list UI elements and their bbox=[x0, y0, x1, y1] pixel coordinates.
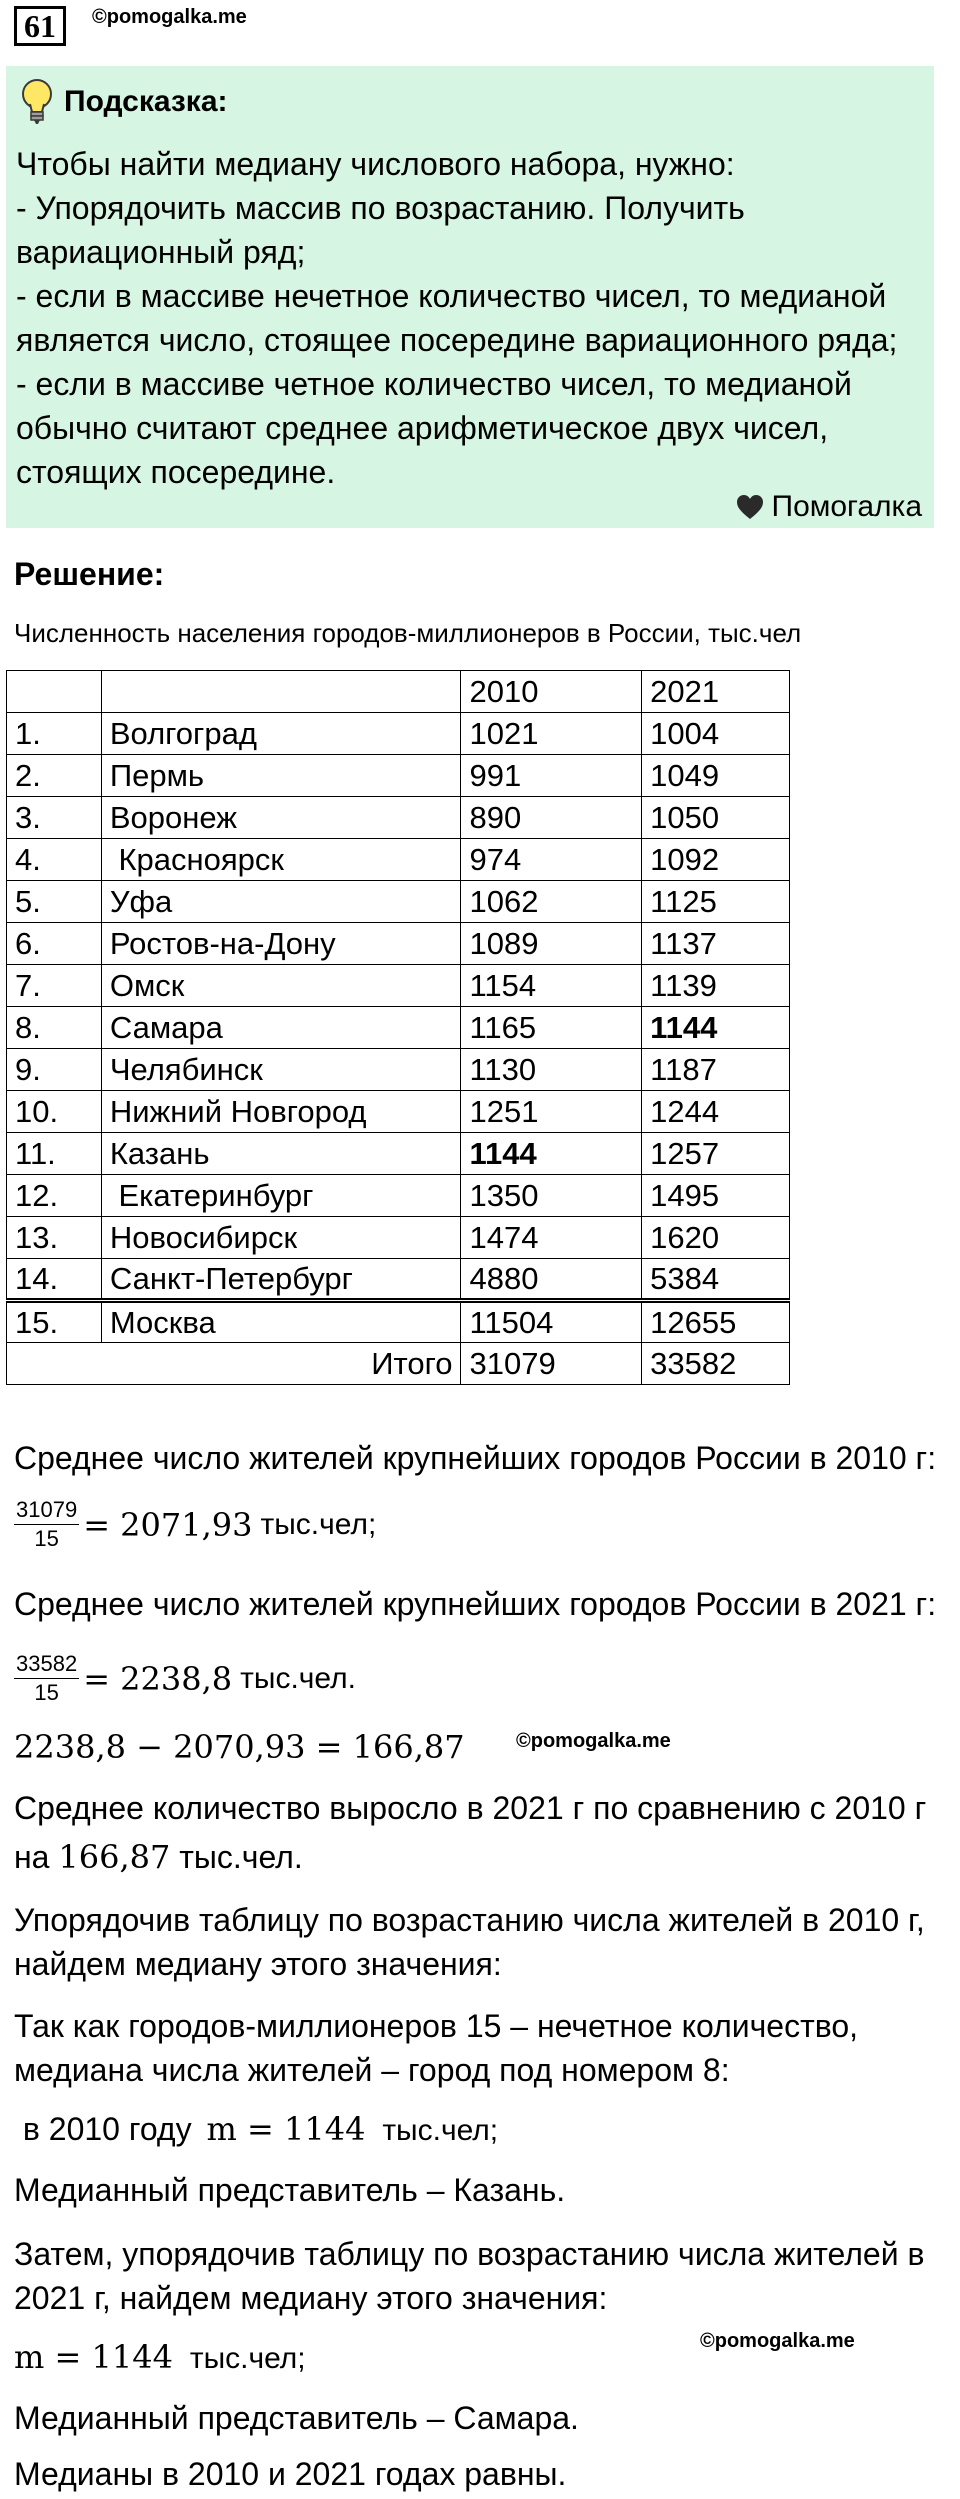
avg-2021-label: Среднее число жителей крупнейших городов России в 2021 г: bbox=[14, 1586, 937, 1622]
city-name: Красноярск bbox=[101, 839, 461, 881]
growth-value: 166,87 bbox=[58, 1838, 171, 1876]
fraction-2021 bbox=[14, 1650, 79, 1707]
hint-title bbox=[20, 74, 228, 130]
row-number: 10. bbox=[7, 1091, 102, 1133]
value-2021: 1257 bbox=[642, 1133, 790, 1175]
fraction-2010 bbox=[14, 1496, 79, 1553]
result: = 2071,93 bbox=[83, 1505, 253, 1544]
total-label: Итого bbox=[7, 1343, 461, 1385]
table-row bbox=[7, 881, 790, 923]
table-row bbox=[7, 965, 790, 1007]
median-2010-formula: m = 1144 bbox=[206, 2110, 366, 2148]
value-2021: 1092 bbox=[642, 839, 790, 881]
row-number: 14. bbox=[7, 1259, 102, 1301]
table-row bbox=[7, 1133, 790, 1175]
value-2010: 1089 bbox=[461, 923, 642, 965]
order-2021-text: Затем, упорядочив таблицу по возрастанию числа жителей в 2021 г, найдем медиану этого значения: bbox=[14, 2236, 925, 2316]
table-header-row bbox=[7, 671, 790, 713]
value-2010: 11504 bbox=[461, 1301, 642, 1343]
value-2021: 1137 bbox=[642, 923, 790, 965]
total-2021: 33582 bbox=[642, 1343, 790, 1385]
table-row bbox=[7, 1007, 790, 1049]
table-row bbox=[7, 1301, 790, 1343]
header-cell bbox=[7, 671, 102, 713]
unit: тыс.чел. bbox=[240, 1661, 356, 1695]
row-number: 2. bbox=[7, 755, 102, 797]
numerator: 33582 bbox=[14, 1650, 79, 1679]
city-name: Волгоград bbox=[101, 713, 461, 755]
value-2021: 1049 bbox=[642, 755, 790, 797]
table-row bbox=[7, 1259, 790, 1301]
avg-2010-label: Среднее число жителей крупнейших городов России в 2010 г: bbox=[14, 1440, 937, 1476]
table-row bbox=[7, 1049, 790, 1091]
city-name: Москва bbox=[101, 1301, 461, 1343]
task-number: 61 bbox=[14, 6, 66, 46]
rep-2021-text: Медианный представитель – Самара. bbox=[14, 2400, 579, 2436]
hint-box bbox=[6, 66, 934, 528]
city-name: Ростов-на-Дону bbox=[101, 923, 461, 965]
median-2021-line bbox=[14, 2338, 306, 2376]
median-value-2021: 1144 bbox=[642, 1007, 790, 1049]
brand-signature bbox=[736, 490, 923, 524]
growth-line-1: Среднее количество выросло в 2021 г по сравнению с 2010 г bbox=[14, 1790, 927, 1826]
unit: тыс.чел; bbox=[260, 1507, 377, 1541]
value-2021: 1125 bbox=[642, 881, 790, 923]
rep-2010-text: Медианный представитель – Казань. bbox=[14, 2172, 566, 2208]
denominator: 15 bbox=[34, 1680, 59, 1705]
city-name: Омск bbox=[101, 965, 461, 1007]
row-number: 8. bbox=[7, 1007, 102, 1049]
city-name: Санкт-Петербург bbox=[101, 1259, 461, 1301]
value-2010: 890 bbox=[461, 797, 642, 839]
watermark: ©pomogalka.me bbox=[92, 6, 247, 28]
median-value-2010: 1144 bbox=[461, 1133, 642, 1175]
value-2010: 1130 bbox=[461, 1049, 642, 1091]
row-number: 6. bbox=[7, 923, 102, 965]
row-number: 13. bbox=[7, 1217, 102, 1259]
growth-prefix: на bbox=[14, 1839, 50, 1875]
watermark: ©pomogalka.me bbox=[700, 2330, 855, 2352]
table-row bbox=[7, 1217, 790, 1259]
population-table bbox=[6, 670, 790, 1385]
city-name: Воронеж bbox=[101, 797, 461, 839]
median-2010-prefix: в 2010 году bbox=[14, 2111, 192, 2147]
table-row bbox=[7, 1175, 790, 1217]
header-cell bbox=[101, 671, 461, 713]
row-number: 7. bbox=[7, 965, 102, 1007]
row-number: 3. bbox=[7, 797, 102, 839]
value-2021: 1004 bbox=[642, 713, 790, 755]
city-name: Уфа bbox=[101, 881, 461, 923]
value-2021: 1187 bbox=[642, 1049, 790, 1091]
hint-title-text: Подсказка: bbox=[64, 85, 228, 118]
value-2021: 5384 bbox=[642, 1259, 790, 1301]
row-number: 5. bbox=[7, 881, 102, 923]
value-2010: 4880 bbox=[461, 1259, 642, 1301]
value-2010: 1165 bbox=[461, 1007, 642, 1049]
value-2010: 974 bbox=[461, 839, 642, 881]
growth-line-2 bbox=[14, 1838, 303, 1876]
value-2021: 1139 bbox=[642, 965, 790, 1007]
city-name: Пермь bbox=[101, 755, 461, 797]
table-row bbox=[7, 1091, 790, 1133]
table-caption: Численность населения городов-миллионеров в России, тыс.чел bbox=[14, 618, 802, 648]
result: = 2238,8 bbox=[83, 1659, 233, 1698]
order-2010-text: Упорядочив таблицу по возрастанию числа жителей в 2010 г, найдем медиану этого значения: bbox=[14, 1902, 925, 1982]
lightbulb-icon bbox=[20, 79, 54, 125]
value-2010: 1021 bbox=[461, 713, 642, 755]
value-2010: 1062 bbox=[461, 881, 642, 923]
value-2021: 1620 bbox=[642, 1217, 790, 1259]
table-total-row bbox=[7, 1343, 790, 1385]
city-name: Казань bbox=[101, 1133, 461, 1175]
value-2010: 991 bbox=[461, 755, 642, 797]
watermark: ©pomogalka.me bbox=[516, 1730, 671, 1752]
row-number: 12. bbox=[7, 1175, 102, 1217]
solution-title: Решение: bbox=[14, 556, 165, 592]
table-row bbox=[7, 923, 790, 965]
value-2021: 12655 bbox=[642, 1301, 790, 1343]
table-row bbox=[7, 797, 790, 839]
denominator: 15 bbox=[34, 1526, 59, 1551]
table-row bbox=[7, 713, 790, 755]
city-name: Самара bbox=[101, 1007, 461, 1049]
hint-text: Чтобы найти медиану числового набора, нужно: - Упорядочить массив по возрастанию. Получить вариационный ряд; - если в массиве нечетное количество чисел, то медианой является число, стоящее посередине вариационного ряда; - если в массиве четное количество чисел, то медианой обычно считают среднее арифметическое двух чисел, стоящих посередине. bbox=[16, 146, 898, 490]
city-name: Екатеринбург bbox=[101, 1175, 461, 1217]
city-name: Челябинск bbox=[101, 1049, 461, 1091]
table-row bbox=[7, 755, 790, 797]
value-2021: 1050 bbox=[642, 797, 790, 839]
difference-equation: 2238,8 − 2070,93 = 166,87 bbox=[14, 1728, 465, 1766]
median-2021-formula: m = 1144 bbox=[14, 2338, 173, 2376]
median-2010-line bbox=[14, 2110, 498, 2148]
total-2010: 31079 bbox=[461, 1343, 642, 1385]
value-2010: 1350 bbox=[461, 1175, 642, 1217]
header-cell-2010: 2010 bbox=[461, 671, 642, 713]
row-number: 4. bbox=[7, 839, 102, 881]
value-2021: 1495 bbox=[642, 1175, 790, 1217]
numerator: 31079 bbox=[14, 1496, 79, 1525]
table-row bbox=[7, 839, 790, 881]
growth-unit: тыс.чел. bbox=[179, 1839, 303, 1875]
value-2021: 1244 bbox=[642, 1091, 790, 1133]
median-2021-unit: тыс.чел; bbox=[189, 2342, 306, 2375]
row-number: 15. bbox=[7, 1301, 102, 1343]
row-number: 9. bbox=[7, 1049, 102, 1091]
heart-icon bbox=[736, 494, 764, 520]
avg-2021-equation bbox=[14, 1650, 356, 1707]
value-2010: 1251 bbox=[461, 1091, 642, 1133]
row-number: 1. bbox=[7, 713, 102, 755]
conclusion-text: Медианы в 2010 и 2021 годах равны. bbox=[14, 2456, 567, 2492]
value-2010: 1474 bbox=[461, 1217, 642, 1259]
row-number: 11. bbox=[7, 1133, 102, 1175]
city-name: Нижний Новгород bbox=[101, 1091, 461, 1133]
brand-name: Помогалка bbox=[771, 490, 922, 523]
city-name: Новосибирск bbox=[101, 1217, 461, 1259]
median-2010-unit: тыс.чел; bbox=[382, 2114, 499, 2147]
odd-count-text: Так как городов-миллионеров 15 – нечетное количество, медиана числа жителей – город под номером 8: bbox=[14, 2008, 859, 2088]
value-2010: 1154 bbox=[461, 965, 642, 1007]
avg-2010-equation bbox=[14, 1496, 376, 1553]
header-cell-2021: 2021 bbox=[642, 671, 790, 713]
